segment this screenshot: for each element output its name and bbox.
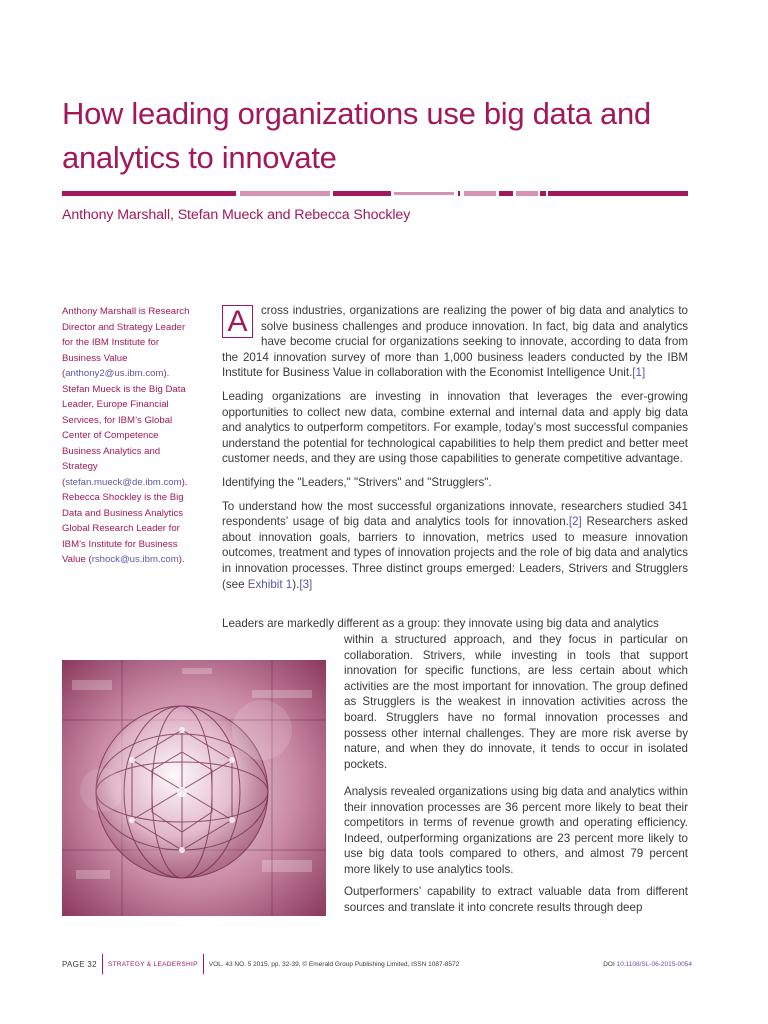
reference-link[interactable]: [1] [632, 366, 646, 380]
exhibit-link[interactable]: Exhibit 1 [247, 577, 293, 591]
paragraph: within a structured approach, and they focus in particular on collaboration. Strivers, while investing in tools that support innovation for specific functions, are less certain about which activities are the most important for innovation. The group defined as Strugglers is the weakest in innovation activities across the board. Strugglers have no formal innovation processes and possess other internal challenges. They are more risk averse by nature, and when they do innovate, it tends to occur in isolated pockets. [344, 633, 688, 771]
email-link[interactable]: anthony2@us.ibm.com [65, 368, 164, 379]
page-footer [62, 956, 692, 972]
journal-name: STRATEGY & LEADERSHIP [107, 960, 198, 968]
volume-info: VOL. 43 NO. 5 2015, pp. 32-39, © Emerald Group Publishing Limited, ISSN 1087-8572 [208, 960, 460, 968]
footer-divider [203, 954, 204, 974]
page-number: PAGE 32 [62, 959, 97, 969]
footer-divider [102, 954, 103, 974]
paragraph-first-line: Leaders are markedly different as a group: they innovate using big data and analytics [222, 617, 659, 630]
paragraph: Leading organizations are investing in innovation that leverages the ever-growing opportunities to collect new data, combine external and internal data and apply big data and analytics to outperform competitors. For example, today’s most successful companies understand the potential for technological capabilities to help them predict and better meet customer needs, and they are using those capabilities to generate competitive advantage. [222, 389, 688, 466]
paragraph-text: To understand how the most successful organizations innovate, researchers studied 341 respondents’ usage of big data and analytics tools for innovation. [222, 499, 688, 529]
bio-text: ). Rebecca Shockley is the Big Data and Business Analytics Global Research Leader for IBM’s Institute for Business Value ( [62, 476, 188, 565]
paragraph: Analysis revealed organizations using big data and analytics within their innovation processes are 36 percent more likely to beat their competitors in terms of revenue growth and operating efficiency. Indeed, outperforming organizations are 23 percent more likely to use big data tools compared to others, and almost 79 percent more likely to use analytics tools. [344, 785, 688, 876]
paragraph-text: ). [292, 577, 300, 591]
doi [603, 961, 692, 968]
reference-link[interactable]: [2] [568, 515, 582, 529]
main-column [222, 303, 688, 600]
reference-link[interactable]: [3] [299, 577, 313, 591]
paragraph-text: cross industries, organizations are realizing the power of big data and analytics to solve business challenges and produce innovation. In fact, big data and analytics have become crucial for organizations seeking to innovate, according to data from the 2014 innovation survey of more than 1,000 business leaders conducted by the IBM Institute for Business Value in collaboration with the Economist Intelligence Unit. [222, 304, 688, 380]
bio-text: Anthony Marshall is Research Director and Strategy Leader for the IBM Institute for Business Value ( [62, 306, 190, 379]
bio-text: ). [178, 554, 185, 565]
doi-link[interactable]: 10.1108/SL-06-2015-0054 [616, 960, 692, 968]
drop-cap: A [222, 305, 253, 338]
data-globe-illustration [62, 660, 326, 916]
paragraph [222, 303, 688, 381]
bio-text: ). Stefan Mueck is the Big Data Leader, Europe Financial Services, for IBM’s Global Center of Competence Business Analytics and Strategy ( [62, 368, 186, 488]
article-title: How leading organizations use big data and analytics to innovate [62, 96, 651, 175]
author-bio-sidebar [62, 304, 194, 568]
email-link[interactable]: rshock@us.ibm.com [91, 554, 179, 565]
doi-label: DOI [603, 960, 615, 968]
paragraph [222, 499, 688, 593]
paragraph: Identifying the "Leaders," "Strivers" and "Strugglers". [222, 475, 492, 489]
author-list: Anthony Marshall, Stefan Mueck and Rebecca Shockley [62, 207, 411, 223]
paragraph-text: Researchers asked about innovation goals, barriers to innovation, metrics used to measure innovation outcomes, treatment and types of innovation projects and the role of big data and analytics in innovation processes. Three distinct groups emerged: Leaders, Strivers and Strugglers (see [222, 515, 688, 591]
paragraph: Outperformers’ capability to extract valuable data from different sources and translate it into concrete results through deep [344, 885, 688, 914]
email-link[interactable]: stefan.mueck@de.ibm.com [65, 476, 182, 488]
